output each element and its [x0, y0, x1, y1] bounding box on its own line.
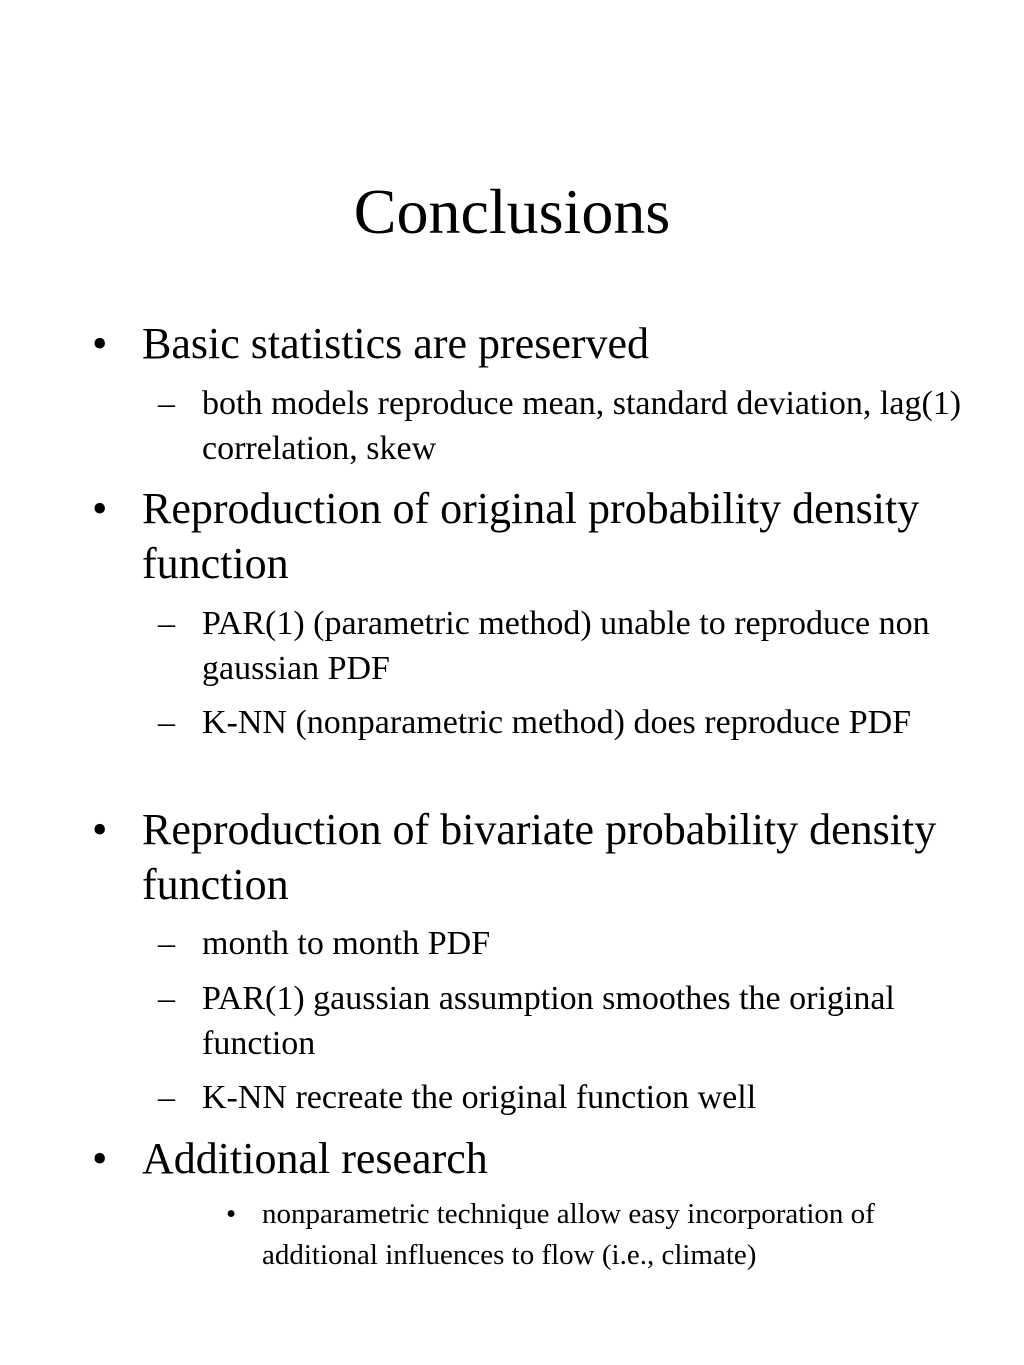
bullet-text: Reproduction of original probability density function	[142, 484, 920, 588]
bullet-marker: •	[92, 1134, 108, 1183]
sub-bullet-item	[158, 976, 982, 1066]
dash-marker: –	[158, 385, 175, 422]
bullet-marker: •	[92, 319, 108, 368]
sub-bullet-text: both models reproduce mean, standard deviation, lag(1) correlation, skew	[202, 385, 962, 467]
dash-marker: –	[158, 980, 175, 1017]
sub-bullet-text: K-NN recreate the original function well	[202, 1079, 757, 1116]
bullet-item	[92, 481, 982, 591]
sub-bullet-text: K-NN (nonparametric method) does reproduce PDF	[202, 704, 912, 741]
sub-bullet-item	[158, 921, 982, 966]
sub-bullet-text: PAR(1) (parametric method) unable to reproduce non gaussian PDF	[202, 605, 930, 687]
bullet-text: Basic statistics are preserved	[142, 319, 650, 368]
sub-bullet-text: PAR(1) gaussian assumption smoothes the original function	[202, 980, 895, 1062]
bullet-marker: •	[92, 805, 108, 854]
sub-bullet-item	[158, 700, 982, 745]
sub-sub-bullet-text: nonparametric technique allow easy incorporation of additional influences to flow (i.e., climate)	[262, 1198, 875, 1271]
dash-marker: –	[158, 605, 175, 642]
sub-sub-bullet-item	[226, 1194, 962, 1276]
bullet-item	[92, 316, 982, 371]
slide-title: Conclusions	[353, 176, 671, 247]
bullet-marker: •	[92, 484, 108, 533]
sub-bullet-text: month to month PDF	[202, 925, 491, 962]
sub-bullet-item	[158, 381, 982, 471]
bullet-item	[92, 802, 982, 912]
bullet-text: Reproduction of bivariate probability density function	[142, 805, 937, 909]
dash-marker: –	[158, 925, 175, 962]
bullet-text: Additional research	[142, 1134, 488, 1183]
bullet-marker: •	[226, 1198, 237, 1230]
sub-bullet-item	[158, 601, 982, 691]
dash-marker: –	[158, 704, 175, 741]
sub-bullet-item	[158, 1075, 982, 1120]
bullet-item	[92, 1131, 982, 1186]
dash-marker: –	[158, 1079, 175, 1116]
